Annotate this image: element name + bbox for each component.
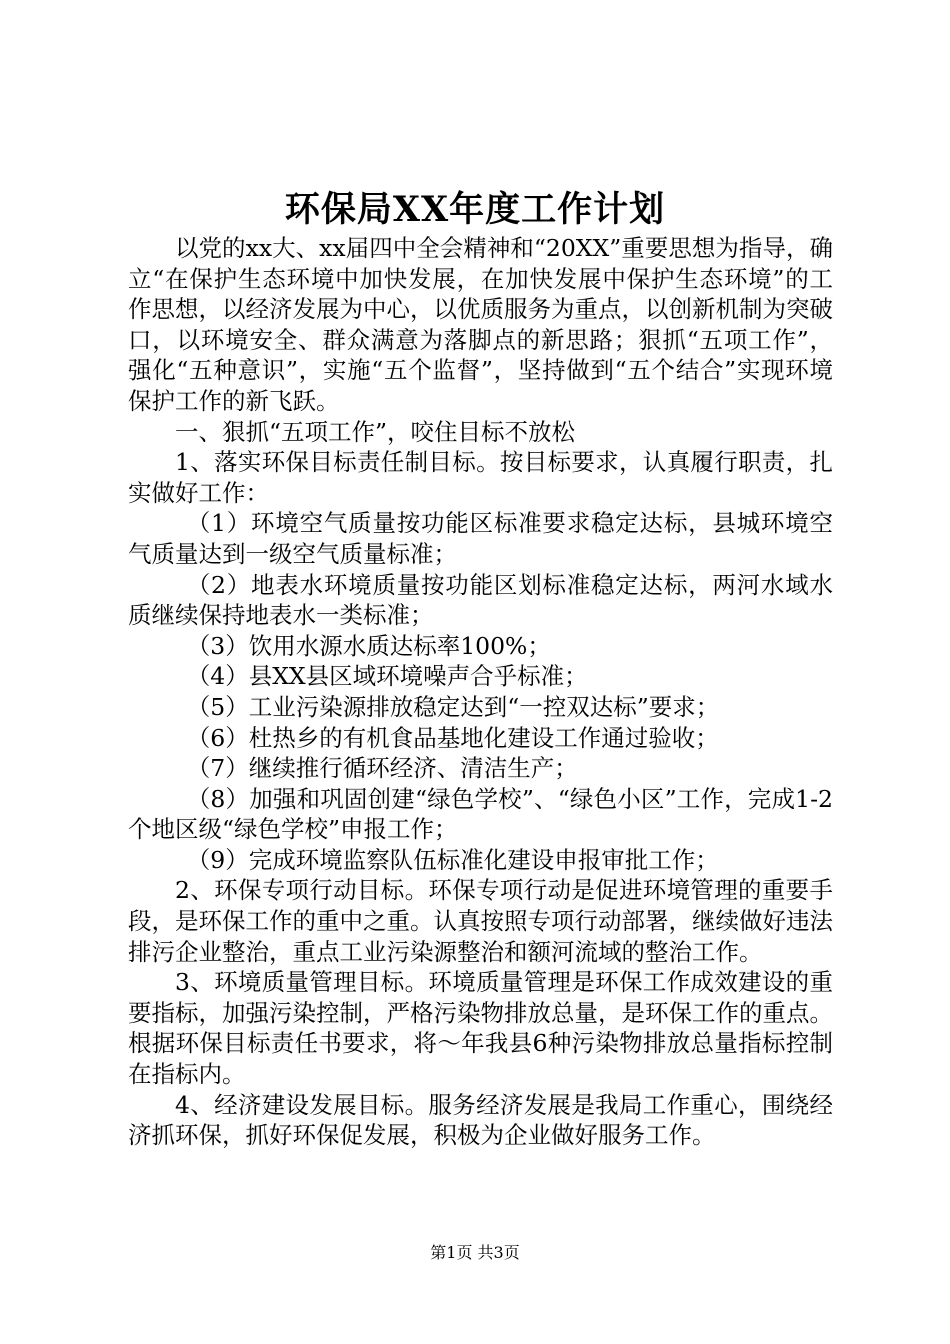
paragraph-goal-3: 3、环境质量管理目标。环境质量管理是环保工作成效建设的重要指标，加强污染控制，严格污染物排放总量，是环保工作的重点。根据环保目标责任书要求，将～年我县6种污染物排放总量指标控制在指标内。 bbox=[128, 968, 833, 1089]
list-item: （8）加强和巩固创建“绿色学校”、“绿色小区”工作，完成1-2个地区级“绿色学校”申报工作； bbox=[128, 784, 833, 844]
page-title: 环保局XX年度工作计划 bbox=[284, 189, 666, 230]
paragraph-goal-2: 2、环保专项行动目标。环保专项行动是促进环境管理的重要手段，是环保工作的重中之重。认真按照专项行动部署，继续做好违法排污企业整治，重点工业污染源整治和额河流域的整治工作。 bbox=[128, 876, 833, 966]
list-item: （2）地表水环境质量按功能区划标准稳定达标，两河水域水质继续保持地表水一类标准； bbox=[128, 570, 833, 630]
section-heading-1: 一、狠抓“五项工作”，咬住目标不放松 bbox=[175, 417, 576, 446]
paragraph-goal-4: 4、经济建设发展目标。服务经济发展是我局工作重心，围绕经济抓环保，抓好环保促发展，积极为企业做好服务工作。 bbox=[128, 1090, 833, 1150]
list-item: （1）环境空气质量按功能区标准要求稳定达标，县城环境空气质量达到一级空气质量标准； bbox=[128, 509, 833, 568]
list-item: （7）继续推行循环经济、清洁生产； bbox=[186, 754, 578, 783]
list-item: （5）工业污染源排放稳定达到“一控双达标”要求； bbox=[186, 692, 720, 721]
page-footer: 第1页 共3页 bbox=[430, 1243, 520, 1262]
paragraph-intro: 以党的xx大、xx届四中全会精神和“20XX”重要思想为指导，确立“在保护生态环境中加快发展，在加快发展中保护生态环境”的工作思想，以经济发展为中心，以优质服务为重点，以创新机制为突破口，以环境安全、群众满意为落脚点的新思路；狠抓“五项工作”，强化“五种意识”，实施“五个监督”，坚持做到“五个结合”实现环境保护工作的新飞跃。 bbox=[128, 234, 833, 415]
document-body bbox=[128, 233, 833, 1151]
list-item: （6）杜热乡的有机食品基地化建设工作通过验收； bbox=[186, 723, 719, 752]
paragraph-goal-1: 1、落实环保目标责任制目标。按目标要求，认真履行职责，扎实做好工作： bbox=[128, 448, 833, 507]
list-item: （9）完成环境监察队伍标准化建设申报审批工作； bbox=[186, 845, 719, 874]
list-item: （3）饮用水源水质达标率100%； bbox=[186, 631, 551, 660]
list-item: （4）县XX县区域环境噪声合乎标准； bbox=[186, 662, 588, 691]
